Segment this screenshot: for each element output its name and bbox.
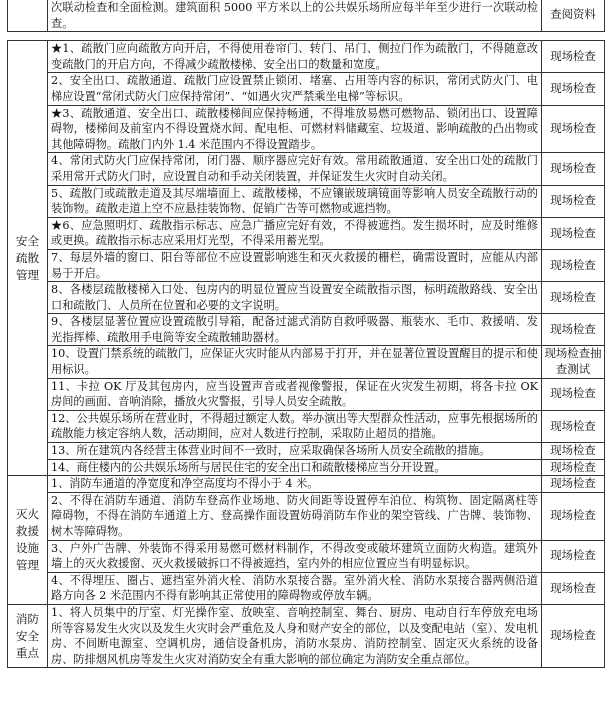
table-row	[8, 459, 605, 476]
check-method: 现场检查抽查测试	[542, 346, 605, 378]
check-content: 8、各楼层疏散楼梯入口处、包房内的明显位置应当设置安全疏散指示图，标明疏散路线、安全出口和疏散门、人员所在位置和必要的文字说明。	[48, 282, 542, 314]
inspection-sheet	[7, 0, 604, 668]
table-row	[8, 346, 605, 378]
table-row	[8, 443, 605, 460]
category-cell: 安全疏散管理	[8, 41, 48, 476]
check-method: 现场检查	[542, 492, 605, 540]
category-cell: 消防安全重点	[8, 604, 48, 667]
table-row	[8, 153, 605, 185]
table-row	[8, 217, 605, 249]
category-cell: 灭火救援设施管理	[8, 476, 48, 605]
check-content: 11、卡拉 OK 厅及其包房内，应当设置声音或者视像警报，保证在火灾发生初期，将各卡拉 OK 房间的画面、音响消除，播放火灾警报，引导人员安全疏散。	[48, 378, 542, 410]
check-method: 现场检查	[542, 282, 605, 314]
check-content: 3、户外广告牌、外装饰不得采用易燃可燃材料制作，不得改变或破坏建筑立面防火构造。建筑外墙上的灭火救援窗、灭火救援破拆口不得被遮挡，室内外的相应位置应当有明显标识。	[48, 540, 542, 572]
check-method: 现场检查	[542, 572, 605, 604]
table-row	[8, 410, 605, 442]
check-content: 1、将人员集中的厅室、灯光操作室、放映室、音响控制室、舞台、厨房、电动自行车停放充电场所等容易发生火灾以及发生火灾时会严重危及人身和财产安全的部位，以及变配电站（室）、发电机房、不间断电源室、空调机房，通信设备机房，消防水泵房、消防控制室、固定灭火系统的设备房、防排烟风机房等发生火灾对消防安全有重大影响的部位确定为消防安全重点部位。	[48, 604, 542, 667]
check-method: 现场检查	[542, 185, 605, 217]
check-content: 13、所在建筑内各经营主体营业时间不一致时，应采取确保各场所人员安全疏散的措施。	[48, 443, 542, 460]
check-content: 2、安全出口、疏散通道、疏散门应设置禁止锁闭、堵塞、占用等内容的标识，常闭式防火门、电梯应设置“常闭式防火门应保持常闭”、“如遇火灾严禁乘坐电梯”等标识。	[48, 73, 542, 105]
check-content: 2、不得在消防车通道、消防车登高作业场地、防火间距等设置停车泊位、构筑物、固定隔离柱等障碍物，不得在消防车通道上方、登高操作面设置妨碍消防车作业的架空管线、广告牌、装饰物、树木等障碍物。	[48, 492, 542, 540]
check-content: 9、各楼层显著位置应设置疏散引导箱，配备过滤式消防自救呼吸器、瓶装水、毛巾、救援哨、发光指挥棒、疏散用手电筒等安全疏散辅助器材。	[48, 314, 542, 346]
check-method: 现场检查	[542, 105, 605, 153]
check-content: ★1、疏散门应向疏散方向开启，不得使用卷帘门、转门、吊门、侧拉门作为疏散门，不得随意改变疏散门的开启方向，不得减少疏散楼梯、安全出口的数量和宽度。	[48, 41, 542, 73]
check-content: 7、每层外墙的窗口、阳台等部位不应设置影响逃生和灭火救援的栅栏，确需设置时，应能从内部易于开启。	[48, 249, 542, 281]
check-content: 14、商住楼内的公共娱乐场所与居民住宅的安全出口和疏散楼梯应当分开设置。	[48, 459, 542, 476]
check-content: 次联动检查和全面检测。建筑面积 5000 平方米以上的公共娱乐场所应每半年至少进行一次联动检查。	[48, 0, 542, 32]
check-method: 现场检查	[542, 540, 605, 572]
top-fragment-table	[7, 0, 605, 32]
check-method: 现场检查	[542, 153, 605, 185]
table-row	[8, 604, 605, 667]
table-row	[8, 540, 605, 572]
table-row	[8, 378, 605, 410]
check-content: 10、设置门禁系统的疏散门，应保证火灾时能从内部易于打开，并在显著位置设置醒目的提示和使用标识。	[48, 346, 542, 378]
check-method: 现场检查	[542, 443, 605, 460]
check-method: 现场检查	[542, 314, 605, 346]
check-method: 现场检查	[542, 73, 605, 105]
check-method: 查阅资料	[542, 0, 605, 32]
check-method: 现场检查	[542, 378, 605, 410]
check-method: 现场检查	[542, 476, 605, 493]
table-row	[8, 73, 605, 105]
table-row	[8, 492, 605, 540]
inspection-table	[7, 40, 605, 668]
table-row	[8, 249, 605, 281]
check-content: 4、不得埋压、圈占、遮挡室外消火栓、消防水泵接合器。室外消火栓、消防水泵接合器两侧沿道路方向各 2 米范围内不得有影响其正常使用的障碍物或停放车辆。	[48, 572, 542, 604]
table-row	[8, 105, 605, 153]
check-content: 4、常闭式防火门应保持常闭，闭门器、顺序器应完好有效。常用疏散通道、安全出口处的疏散门采用常开式防火门时，应设置自动和手动关闭装置，并保证发生火灾时自动关闭。	[48, 153, 542, 185]
table-row	[8, 185, 605, 217]
check-method: 现场检查	[542, 604, 605, 667]
table-row	[8, 476, 605, 493]
table-row	[8, 314, 605, 346]
check-method: 现场检查	[542, 459, 605, 476]
check-content: 5、疏散门或疏散走道及其尽端墙面上、疏散楼梯，不应镶嵌玻璃镜面等影响人员安全疏散行动的装饰物。疏散走道上空不应悬挂装饰物、促销广告等可燃物或遮挡物。	[48, 185, 542, 217]
table-row	[8, 41, 605, 73]
table-row	[8, 0, 605, 32]
check-method: 现场检查	[542, 217, 605, 249]
check-method: 现场检查	[542, 41, 605, 73]
check-content: ★3、疏散通道、安全出口、疏散楼梯间应保持畅通，不得堆放易燃可燃物品、锁闭出口、设置障碍物，楼梯间及前室内不得设置烧水间、配电柜、可燃材料储藏室、垃圾道、影响疏散的凸出物或其他障碍物。疏散门内外 1.4 米范围内不得设置踏步。	[48, 105, 542, 153]
category-cell	[8, 0, 48, 32]
check-content: 1、消防车通道的净宽度和净空高度均不得小于 4 米。	[48, 476, 542, 493]
check-method: 现场检查	[542, 249, 605, 281]
check-method: 现场检查	[542, 410, 605, 442]
table-row	[8, 282, 605, 314]
table-row	[8, 572, 605, 604]
check-content: ★6、应急照明灯、疏散指示标志、应急广播应完好有效，不得被遮挡。发生损坏时，应及时维修或更换。疏散指示标志应采用灯光型，不得采用蓄光型。	[48, 217, 542, 249]
check-content: 12、公共娱乐场所在营业时，不得超过额定人数。举办演出等大型群众性活动，应事先根据场所的疏散能力核定容纳人数，活动期间，应对人数进行控制，采取防止超员的措施。	[48, 410, 542, 442]
